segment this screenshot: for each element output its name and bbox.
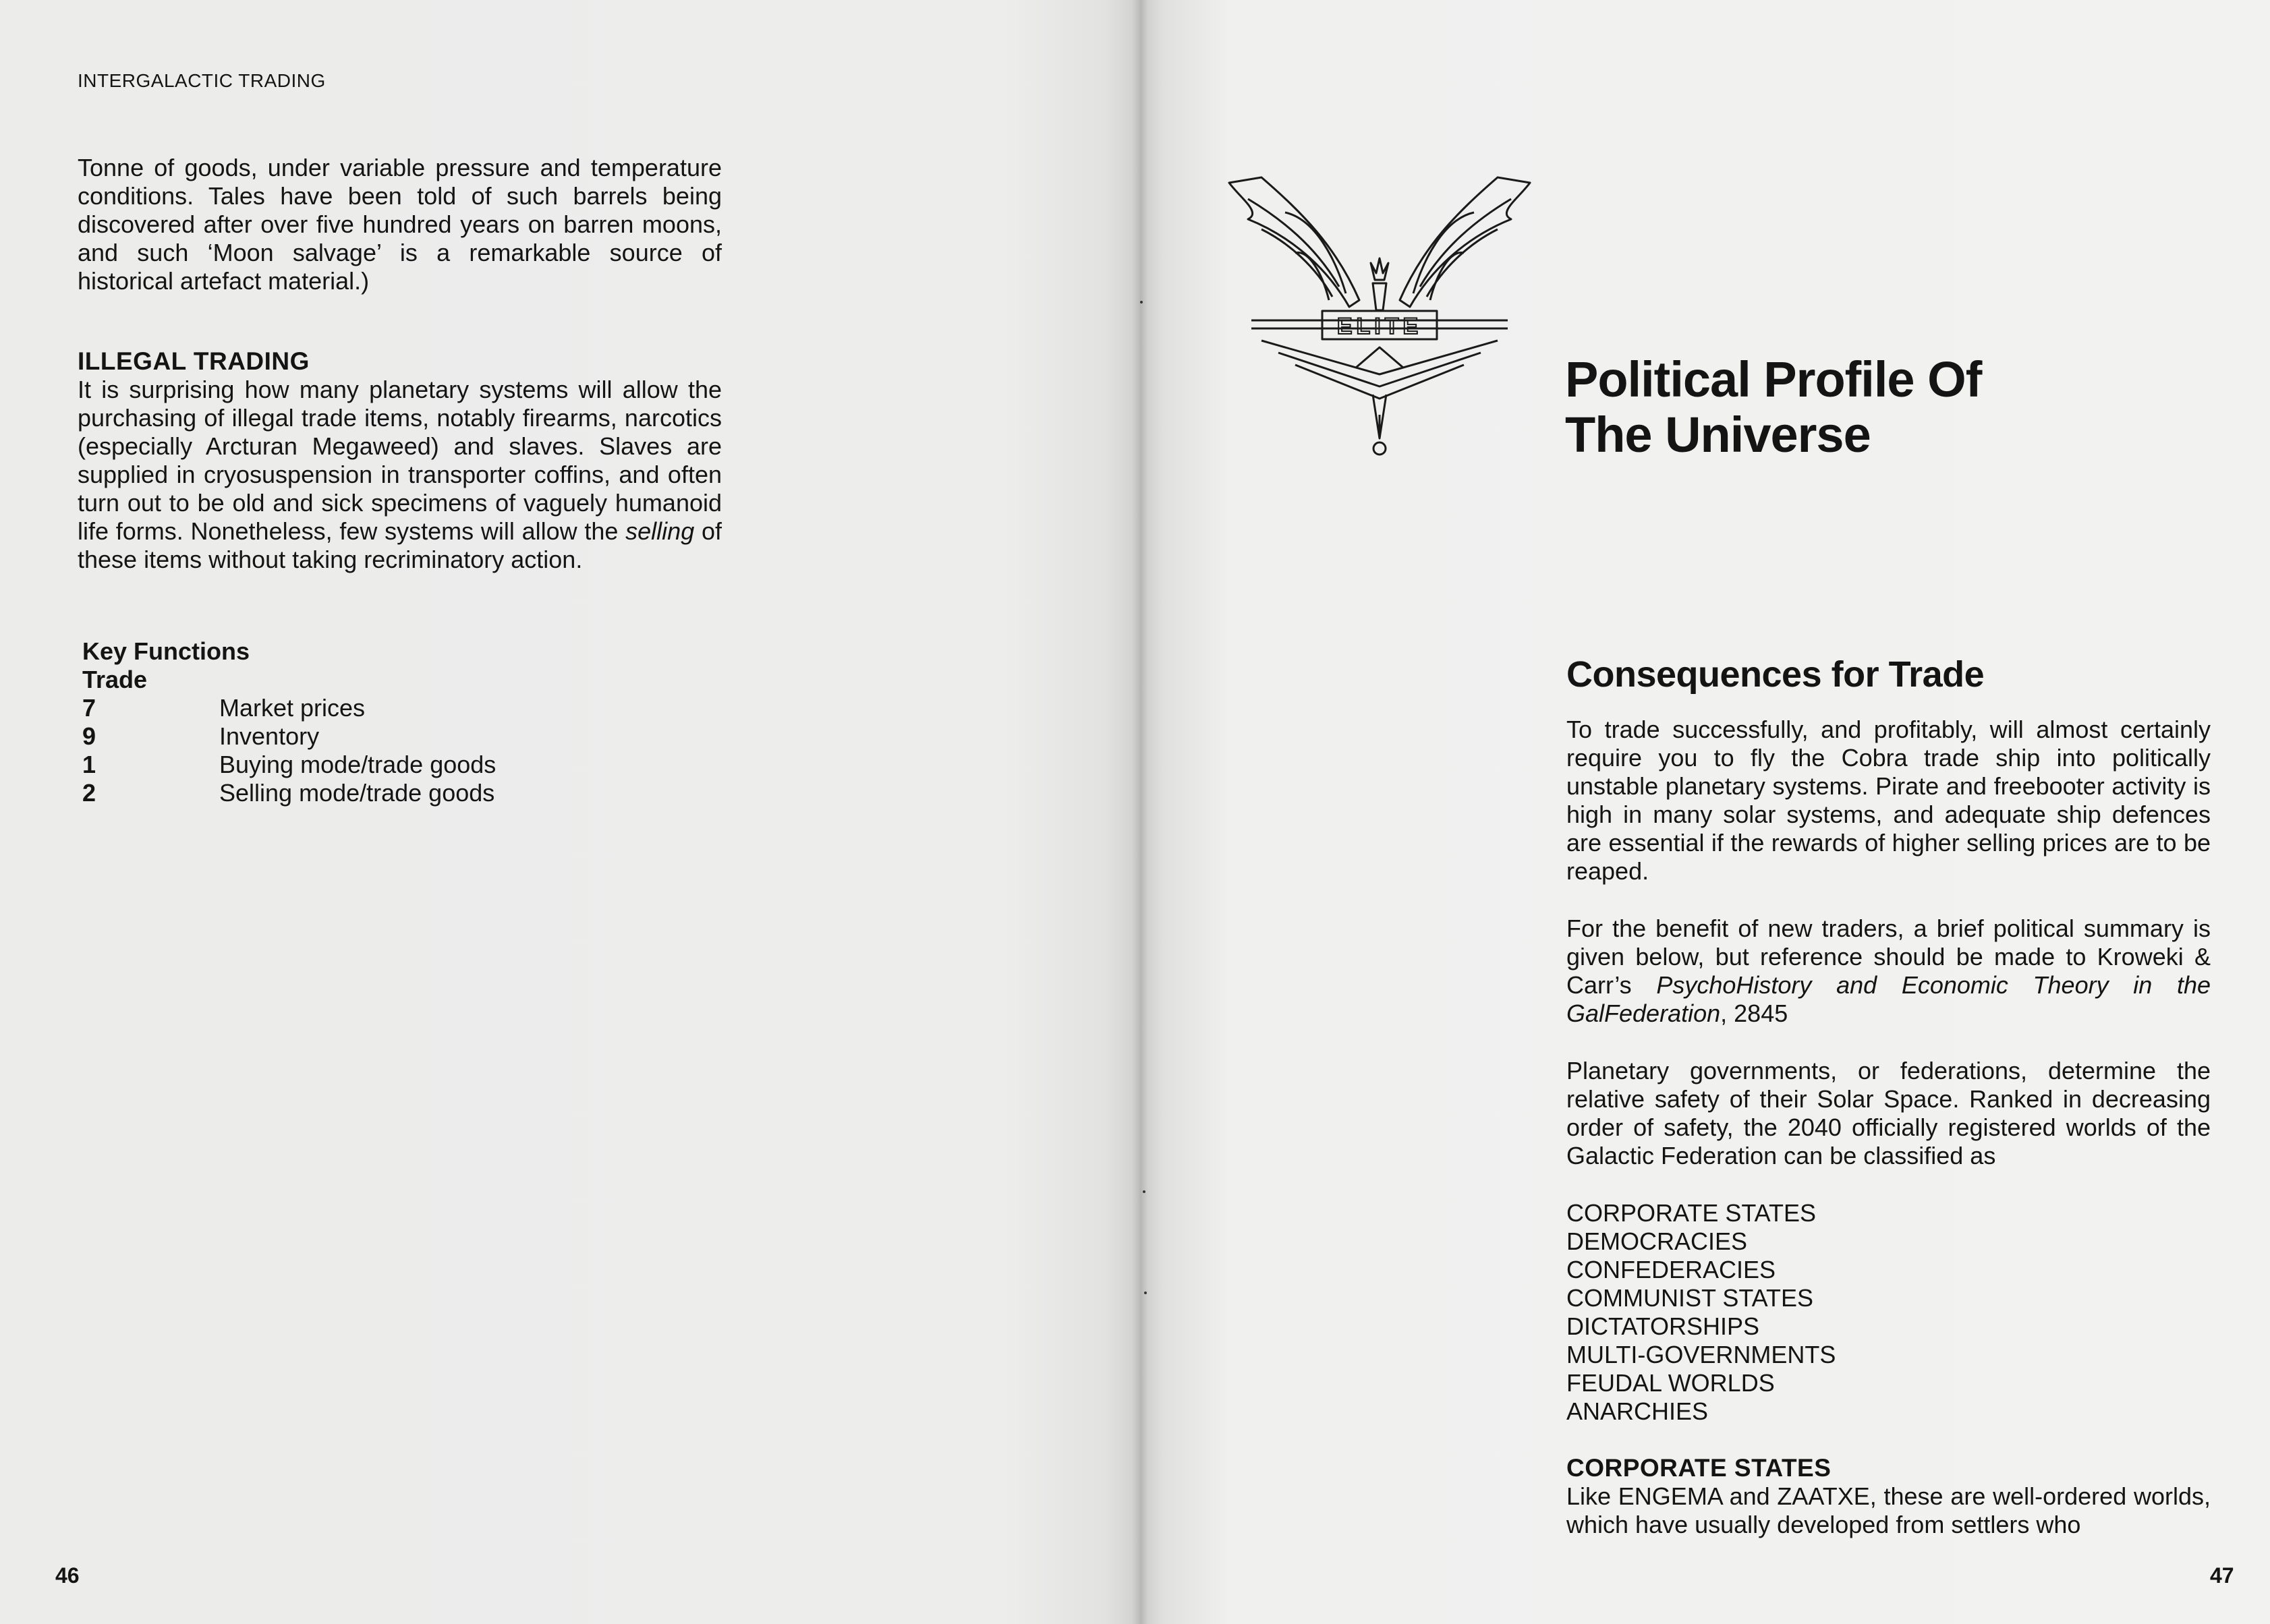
page-title: [1565, 352, 1981, 463]
key-number: 7: [82, 694, 96, 722]
key-functions-subtitle: Trade: [82, 666, 148, 693]
illegal-trading-paragraph: [78, 376, 722, 574]
key-row: [82, 722, 496, 751]
corporate-states-heading: CORPORATE STATES: [1566, 1454, 1832, 1482]
government-item: FEUDAL WORLDS: [1566, 1369, 1775, 1397]
illegal-text-part-1: It is surprising how many planetary systems will allow the purchasing of illegal trade items, notably firearms, narcotics (especially Arcturan Megaweed) and slaves. Slaves are supplied in cryosuspension in transporter coffins, and often turn out to be old and sick specimens of vaguely humanoid life forms. Nonetheless, few systems will allow the: [78, 376, 722, 545]
book-title-italic: PsychoHistory and Economic Theory in the GalFederation: [1566, 971, 2211, 1027]
running-head: INTERGALACTIC TRADING: [78, 70, 326, 91]
paragraph-2-text: For the benefit of new traders, a brief political summary is given below, but reference should be made to Kroweki & Carr’s: [1566, 915, 2211, 999]
selling-emphasis: selling: [625, 517, 695, 545]
corporate-states-text: Like ENGEMA and ZAATXE, these are well-ordered worlds, which have usually developed from settlers who: [1566, 1482, 2211, 1538]
illegal-trading-section: [78, 347, 722, 574]
key-functions-title: Key Functions: [82, 637, 250, 665]
elite-eagle-logo-icon: [1221, 172, 1538, 462]
consequences-paragraph-1: To trade successfully, and profitably, will almost certainly require you to fly the Cobra trade ship into politically unstable planetary systems. Pirate and freebooter activity is high in many solar systems, and adequate ship defences are essential if the rewards of higher selling prices are to be reaped.: [1566, 716, 2211, 885]
illegal-trading-heading: ILLEGAL TRADING: [78, 347, 310, 375]
government-item: DEMOCRACIES: [1566, 1227, 1748, 1255]
book-gutter: [1132, 0, 1148, 1624]
government-item: COMMUNIST STATES: [1566, 1284, 1814, 1312]
corporate-states-section: [1566, 1454, 2211, 1539]
key-functions-table: [82, 637, 496, 807]
key-label: Buying mode/trade goods: [219, 751, 496, 778]
intro-paragraph: Tonne of goods, under variable pressure and temperature conditions. Tales have been told of such barrels being discovered after over five hundred years on barren moons, and such ‘Moon salvage’ is a remarkable source of historical artefact material.): [78, 154, 722, 295]
page-number-left: 46: [55, 1563, 80, 1588]
key-label: Inventory: [219, 722, 320, 750]
illegal-text-part-2: of these items without taking recriminatory action.: [78, 517, 722, 573]
consequences-paragraph-2: [1566, 915, 2211, 1028]
key-label: Selling mode/trade goods: [219, 779, 495, 807]
logo-text: ELITE: [1336, 314, 1423, 339]
key-row: [82, 694, 496, 722]
key-number: 2: [82, 779, 96, 807]
section-title: Consequences for Trade: [1566, 654, 1985, 695]
page-number-right: 47: [2210, 1563, 2234, 1588]
page-title-line-2: The Universe: [1565, 407, 1871, 463]
key-row: [82, 751, 496, 779]
government-item: ANARCHIES: [1566, 1397, 1709, 1425]
paragraph-2-year: , 2845: [1720, 999, 1788, 1027]
key-label: Market prices: [219, 694, 366, 722]
print-speck: [1144, 1292, 1147, 1294]
key-number: 1: [82, 751, 96, 778]
government-item: DICTATORSHIPS: [1566, 1312, 1760, 1340]
government-item: CORPORATE STATES: [1566, 1199, 1817, 1227]
government-item: MULTI-GOVERNMENTS: [1566, 1341, 1836, 1368]
consequences-paragraph-3: Planetary governments, or federations, determine the relative safety of their Solar Space. Ranked in decreasing order of safety, the 2040 officially registered worlds of the Galactic Federation can be classified as: [1566, 1057, 2211, 1169]
print-speck: [1143, 1190, 1145, 1193]
page-title-line-1: Political Profile Of: [1565, 351, 1982, 407]
government-list: [1566, 1199, 1836, 1426]
government-item: CONFEDERACIES: [1566, 1256, 1776, 1283]
print-speck: [1140, 301, 1143, 303]
key-row: [82, 779, 496, 807]
key-number: 9: [82, 722, 96, 750]
